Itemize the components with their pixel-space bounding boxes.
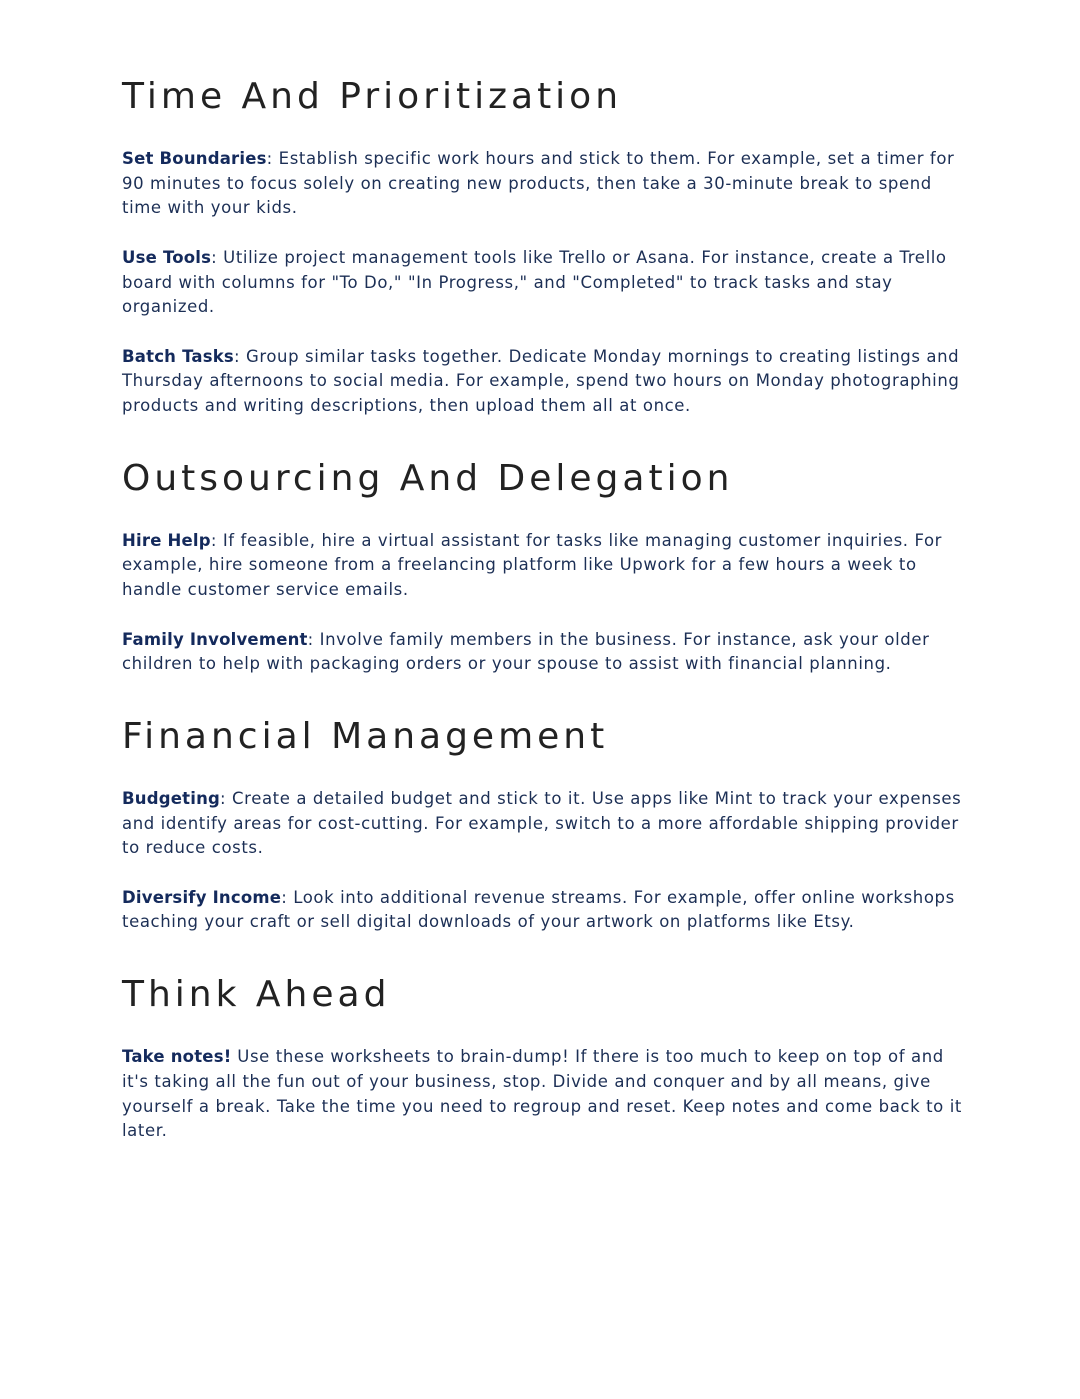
section-title: Outsourcing And Delegation (122, 457, 734, 499)
section-title: Time And Prioritization (122, 76, 623, 117)
tip-text: : Involve family members in the business. For instance, ask your older children to help with packaging orders or your spouse to assist with financial planning. (122, 629, 930, 674)
tip-paragraph (122, 246, 962, 320)
tip-paragraph (122, 147, 962, 221)
tip-paragraph (122, 345, 962, 419)
tip-paragraph (122, 628, 962, 677)
tip-paragraph (122, 529, 962, 603)
section-title: Financial Management (122, 715, 609, 757)
section-outsourcing-delegation (122, 452, 962, 677)
section-body (122, 1045, 962, 1144)
section-time-prioritization (122, 70, 962, 419)
tip-lead: Take notes! (122, 1047, 232, 1067)
tip-paragraph (122, 1045, 962, 1144)
tip-lead: Diversify Income (122, 887, 282, 907)
tip-lead: Use Tools (122, 247, 212, 267)
section-body (122, 787, 962, 935)
tip-lead: Batch Tasks (122, 346, 234, 366)
section-title: Think Ahead (122, 974, 391, 1016)
tip-paragraph (122, 886, 962, 935)
document-page (122, 70, 962, 1177)
section-financial-management (122, 710, 962, 935)
tip-text: : If feasible, hire a virtual assistant for tasks like managing customer inquiries. For example, hire someone from a freelancing platform like Upwork for a few hours a week to handle customer service emails. (122, 530, 943, 600)
section-body (122, 529, 962, 677)
tip-text: : Look into additional revenue streams. For example, offer online workshops teaching your craft or sell digital downloads of your artwork on platforms like Etsy. (122, 887, 955, 932)
tip-text: : Utilize project management tools like Trello or Asana. For instance, create a Trello board with columns for "To Do," "In Progress," and "Completed" to track tasks and stay organized. (122, 247, 947, 317)
tip-lead: Hire Help (122, 530, 211, 550)
tip-paragraph (122, 787, 962, 861)
tip-lead: Set Boundaries (122, 149, 267, 168)
tip-text: : Create a detailed budget and stick to it. Use apps like Mint to track your expenses and identify areas for cost-cutting. For example, switch to a more affordable shipping provider to reduce costs. (122, 788, 962, 858)
section-think-ahead (122, 968, 962, 1144)
section-body (122, 147, 962, 419)
tip-text: : Group similar tasks together. Dedicate Monday mornings to creating listings and Thursday afternoons to social media. For example, spend two hours on Monday photographing products and writing descriptions, then upload them all at once. (122, 346, 960, 415)
tip-lead: Family Involvement (122, 629, 308, 649)
tip-text: : Establish specific work hours and stick to them. For example, set a timer for 90 minutes to focus solely on creating new products, then take a 30-minute break to spend time with your kids. (122, 149, 955, 218)
tip-text: Use these worksheets to brain-dump! If there is too much to keep on top of and it's taking all the fun out of your business, stop. Divide and conquer and by all means, give yourself a break. Take the time you need to regroup and reset. Keep notes and come back to it later. (122, 1047, 962, 1141)
tip-lead: Budgeting (122, 788, 221, 808)
